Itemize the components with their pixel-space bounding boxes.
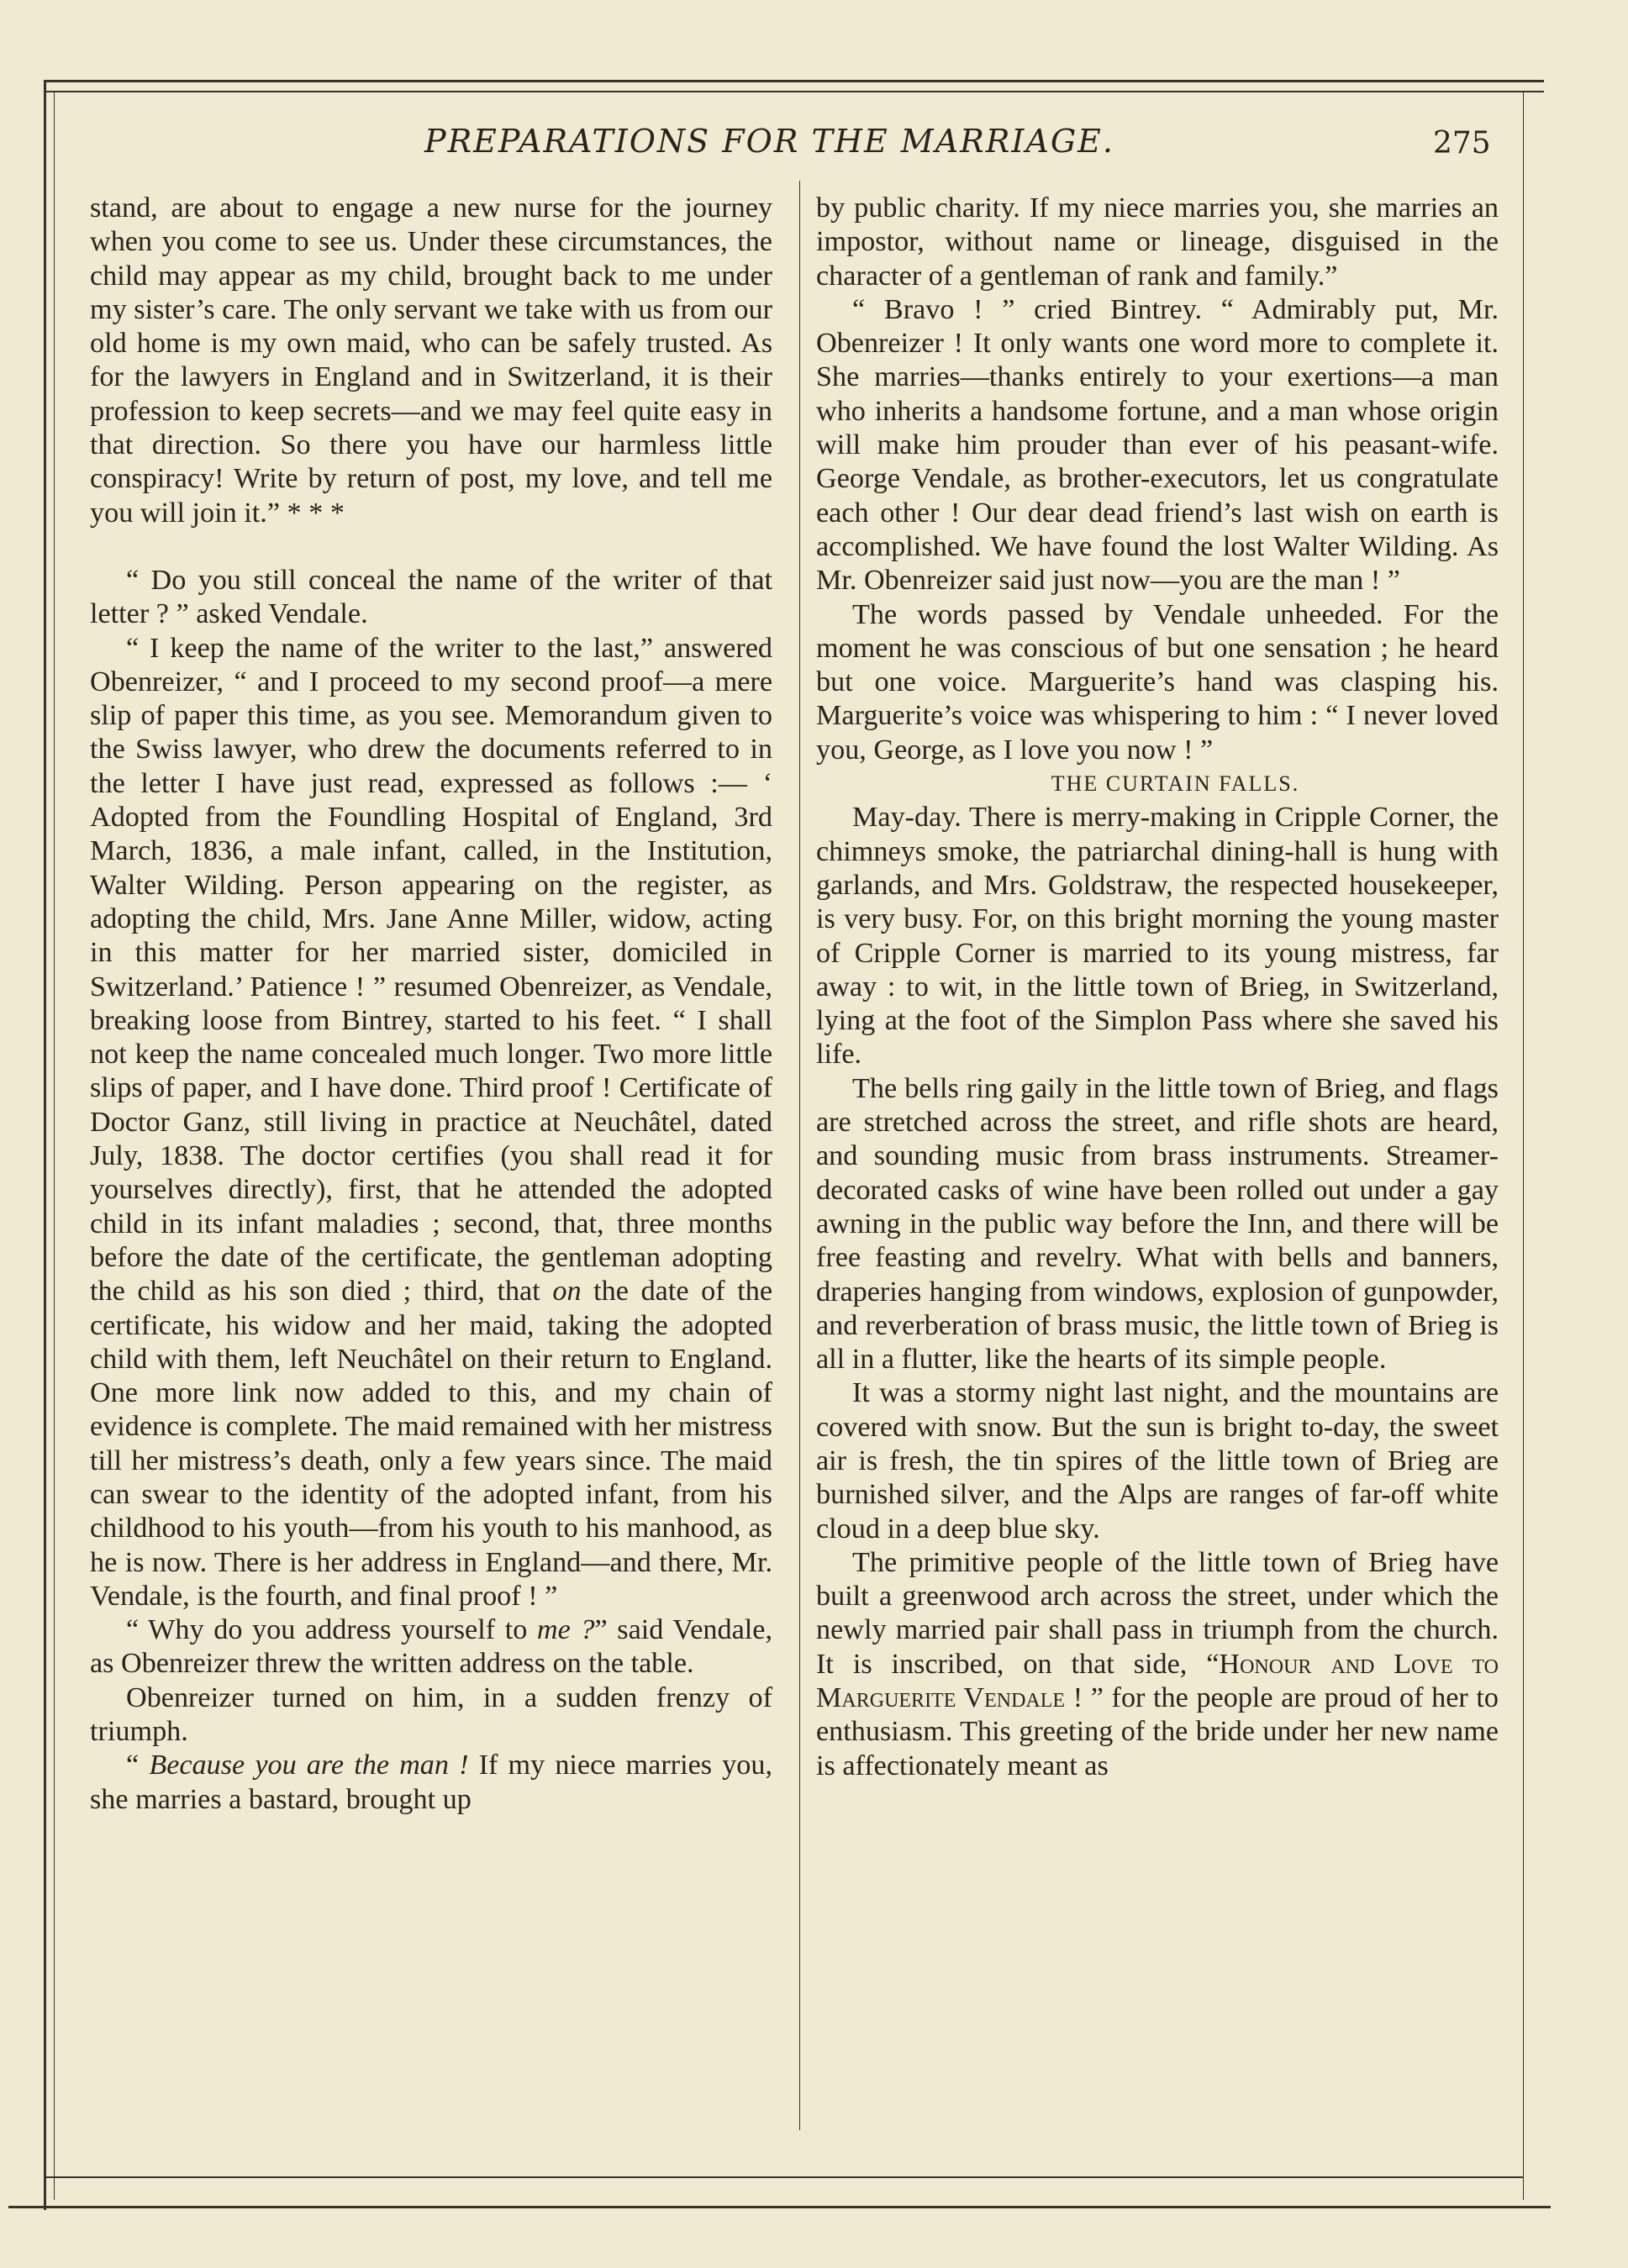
paragraph-text: ! ” for the people are proud of her to enthusiasm. This greeting of the bride under her new name is affectionately meant as <box>816 1682 1499 1781</box>
page-number: 275 <box>1433 126 1491 160</box>
italic-word: on <box>552 1276 582 1308</box>
page-border-right <box>1523 91 1524 2200</box>
page-border-bottom-inner <box>44 2176 1523 2178</box>
page-border-top <box>44 80 1544 82</box>
paragraph: It was a stormy night last night, and the mountains are covered with snow. But the sun is bright to-day, the sweet air is fresh, the tin spires of the little town of Brieg are burnished silver, and the Alps are ranges of far-off white cloud in a deep blue sky. <box>816 1377 1499 1544</box>
column-divider <box>799 181 800 2130</box>
paragraph <box>816 1546 1499 1783</box>
page-border-left-inner <box>54 91 55 2200</box>
small-caps-inscription: Honour and Love to Marguerite Vendale <box>816 1648 1499 1714</box>
paragraph-text: If my niece marries you, she marries a bastard, brought up <box>90 1750 773 1815</box>
paragraph: by public charity. If my niece marries you, she marries an impostor, without name or lineage, disguised in the character of a gentleman of rank and family.” <box>816 192 1499 292</box>
page-border-top-inner <box>44 91 1544 92</box>
paragraph: May-day. There is merry-making in Cripple Corner, the chimneys smoke, the patriarchal dining-hall is hung with garlands, and Mrs. Goldstraw, the respected housekeeper, is very busy. For, on this bright morning the young master of Cripple Corner is married to its young mistress, far away : to wit, in the little town of Brieg, in Switzerland, lying at the foot of the Simplon Pass where she saved his life. <box>816 802 1499 1071</box>
paragraph-text: the date of the certificate, his widow and her maid, taking the adopted child with them, left Neuchâtel on their return to England. One more link now added to this, and my chain of evidence is complete. The maid remained with her mistress till her mistress’s death, only a few years since. The maid can swear to the identity of the adopted infant, from his childhood to his youth—from his youth to his manhood, as he is now. There is her address in England—and there, Mr. Vendale, is the fourth, and final proof ! ” <box>90 1276 772 1612</box>
right-column <box>816 192 1499 1783</box>
paragraph: “ Bravo ! ” cried Bintrey. “ Admirably put, Mr. Obenreizer ! It only wants one word more to complete it. She marries—thanks entirely to your exertions—a man who inherits a handsome fortune, and a man whose origin will make him prouder than ever of his peasant-wife. George Vendale, as brother-executors, let us congratulate each other ! Our dear dead friend’s last wish on earth is accomplished. We have found the lost Walter Wilding. As Mr. Obenreizer said just now—you are the man ! ” <box>816 293 1499 597</box>
running-head: PREPARATIONS FOR THE MARRIAGE. <box>424 123 1115 160</box>
paragraph-text: The primitive people of the little town of Brieg have built a greenwood arch across the street, under which the newly married pair shall pass in triumph from the church. It is inscribed, on that side, “ <box>816 1546 1499 1680</box>
page-border-bottom <box>8 2206 1551 2208</box>
paragraph-text: ” said Vendale, as Obenreizer threw the written address on the table. <box>90 1614 773 1680</box>
paragraph-text: “ Why do you address yourself to <box>126 1614 528 1646</box>
quote-mark: “ <box>126 1750 140 1781</box>
paragraph: Obenreizer turned on him, in a sudden frenzy of triumph. <box>90 1681 772 1748</box>
paragraph <box>90 1749 772 1817</box>
paragraph <box>90 632 772 1614</box>
paragraph: The bells ring gaily in the little town of Brieg, and flags are stretched across the street, and rifle shots are heard, and sounding music from brass instruments. Streamer-decorated casks of wine have been rolled out under a gay awning in the public way before the Inn, and there will be free feasting and revelry. What with bells and banners, draperies hanging from windows, explosion of gunpowder, and reverberation of brass music, the little town of Brieg is all in a flutter, like the hearts of its simple people. <box>816 1072 1499 1376</box>
section-title: THE CURTAIN FALLS. <box>1051 771 1300 797</box>
paragraph-text: “ I keep the name of the writer to the last,” answered Obenreizer, “ and I proceed to my second proof—a mere slip of paper this time, as you see. Memorandum given to the Swiss lawyer, who drew the documents referred to in the letter I have just read, expressed as follows :— ‘ Adopted from the Foundling Hospital of England, 3rd March, 1836, a male infant, called, in the Institution, Walter Wilding. Person appearing on the register, as adopting the child, Mrs. Jane Anne Miller, widow, acting in this matter for her married sister, domiciled in Switzerland.’ Patience ! ” resumed Obenreizer, as Vendale, breaking loose from Bintrey, started to his feet. “ I shall not keep the name concealed much longer. Two more little slips of paper, and I have done. Third proof ! Certificate of Doctor Ganz, still living in practice at Neuchâtel, dated July, 1838. The doctor certifies (you shall read it for yourselves directly), first, that he attended the adopted child in its infant maladies ; second, that, three months before the date of the certificate, the gentleman adopting the child as his son died ; third, that <box>90 632 772 1308</box>
left-column <box>90 192 772 1817</box>
italic-word: me ? <box>536 1614 595 1646</box>
italic-phrase: Because you are the man ! <box>149 1750 469 1781</box>
paragraph: stand, are about to engage a new nurse for the journey when you come to see us. Under these circumstances, the child may appear as my child, brought back to me under my sister’s care. The only servant we take with us from our old home is my own maid, who can be safely trusted. As for the lawyers in England and in Switzerland, it is their profession to keep secrets—and we may feel quite easy in that direction. So there you have our harmless little conspiracy! Write by return of post, my love, and tell me you will join it.” * * * <box>90 192 772 529</box>
paragraph: “ Do you still conceal the name of the writer of that letter ? ” asked Vendale. <box>90 564 772 630</box>
paragraph <box>90 1613 772 1681</box>
page-border-left <box>44 80 46 2210</box>
paragraph: The words passed by Vendale unheeded. For the moment he was conscious of but one sensation ; he heard but one voice. Marguerite’s hand was clasping his. Marguerite’s voice was whispering to him : “ I never loved you, George, as I love you now ! ” <box>816 598 1499 766</box>
